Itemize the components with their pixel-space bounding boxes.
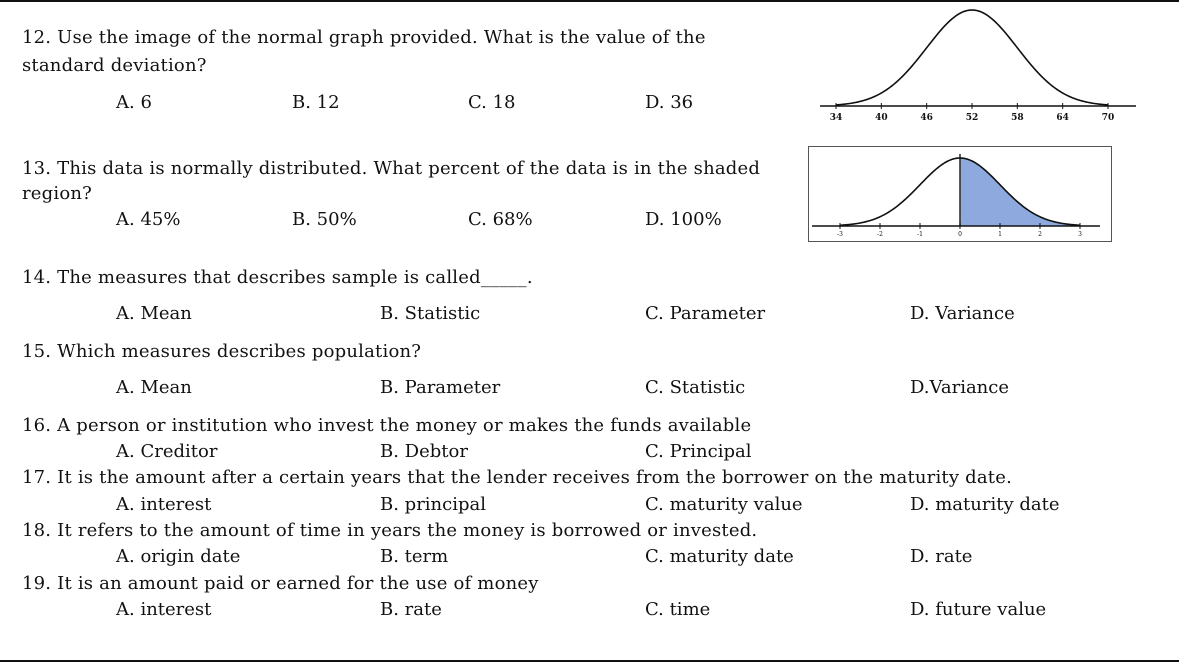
option-a[interactable]: A. origin date (116, 546, 241, 567)
question-17 (22, 467, 1012, 489)
question-text: This data is normally distributed. What percent of the data is in the shaded (57, 158, 761, 179)
option-b[interactable]: B. 50% (292, 209, 357, 230)
x-tick-label: 0 (958, 231, 962, 238)
x-tick-label: 58 (1011, 113, 1024, 123)
question-13-line-2: region? (22, 183, 93, 204)
option-d[interactable]: D. Variance (910, 303, 1015, 324)
question-text: It refers to the amount of time in years the money is borrowed or invested. (57, 520, 758, 541)
option-c[interactable]: C. Statistic (645, 377, 746, 398)
question-14 (22, 267, 533, 289)
question-13-line-1 (22, 158, 760, 180)
bottom-rule (0, 660, 1179, 662)
option-d[interactable]: D. maturity date (910, 494, 1060, 515)
x-tick-label: 34 (829, 113, 843, 123)
shaded-normal-chart-q13 (808, 146, 1112, 242)
option-d[interactable]: D. 100% (645, 209, 722, 230)
x-tick-label: 46 (920, 113, 933, 123)
x-tick-label: 3 (1078, 231, 1082, 238)
option-c[interactable]: C. time (645, 599, 711, 620)
option-c[interactable]: C. maturity value (645, 494, 803, 515)
option-a[interactable]: A. 6 (116, 92, 152, 113)
option-d[interactable]: D.Variance (910, 377, 1010, 398)
option-b[interactable]: B. Parameter (380, 377, 501, 398)
question-text: A person or institution who invest the money or makes the funds available (57, 415, 752, 436)
question-number: 13. (22, 158, 52, 179)
x-tick-label: -3 (837, 231, 843, 238)
x-tick-label: 52 (965, 113, 979, 123)
question-number: 15. (22, 341, 52, 362)
question-number: 18. (22, 520, 52, 541)
question-number: 19. (22, 573, 52, 594)
question-number: 16. (22, 415, 52, 436)
option-b[interactable]: B. 12 (292, 92, 340, 113)
normal-curve-chart-q12 (808, 2, 1140, 130)
question-text: The measures that describes sample is called_____. (57, 267, 533, 288)
x-tick-label: 2 (1038, 231, 1042, 238)
question-16 (22, 415, 751, 437)
option-a[interactable]: A. Creditor (116, 441, 218, 462)
option-a[interactable]: A. 45% (116, 209, 181, 230)
option-b[interactable]: B. Debtor (380, 441, 468, 462)
option-c[interactable]: C. 18 (468, 92, 516, 113)
option-a[interactable]: A. Mean (116, 303, 192, 324)
option-a[interactable]: A. Mean (116, 377, 192, 398)
question-12-line-2: standard deviation? (22, 55, 207, 76)
x-tick-label: 40 (875, 113, 888, 123)
option-b[interactable]: B. term (380, 546, 449, 567)
x-tick-label: 70 (1101, 113, 1115, 123)
question-number: 12. (22, 27, 52, 48)
option-d[interactable]: D. rate (910, 546, 973, 567)
question-19 (22, 573, 539, 595)
normal-curve-line (836, 10, 1108, 105)
question-text: Which measures describes population? (57, 341, 422, 362)
question-15 (22, 341, 421, 363)
question-12-line-1 (22, 27, 706, 49)
shaded-region (960, 158, 1080, 226)
question-number: 17. (22, 467, 52, 488)
question-text: Use the image of the normal graph provided. What is the value of the (57, 27, 706, 48)
option-a[interactable]: A. interest (116, 599, 212, 620)
option-d[interactable]: D. future value (910, 599, 1047, 620)
x-tick-label: -1 (917, 231, 923, 238)
option-b[interactable]: B. principal (380, 494, 486, 515)
option-a[interactable]: A. interest (116, 494, 212, 515)
option-c[interactable]: C. Principal (645, 441, 752, 462)
x-tick-label: 64 (1056, 113, 1069, 123)
option-b[interactable]: B. rate (380, 599, 442, 620)
question-text: It is an amount paid or earned for the use of money (57, 573, 539, 594)
question-18 (22, 520, 757, 542)
x-tick-label: -2 (877, 231, 883, 238)
x-tick-label: 1 (998, 231, 1002, 238)
option-d[interactable]: D. 36 (645, 92, 694, 113)
question-number: 14. (22, 267, 52, 288)
question-text: It is the amount after a certain years that the lender receives from the borrower on the maturity date. (57, 467, 1013, 488)
option-c[interactable]: C. 68% (468, 209, 533, 230)
option-b[interactable]: B. Statistic (380, 303, 481, 324)
option-c[interactable]: C. maturity date (645, 546, 794, 567)
option-c[interactable]: C. Parameter (645, 303, 766, 324)
